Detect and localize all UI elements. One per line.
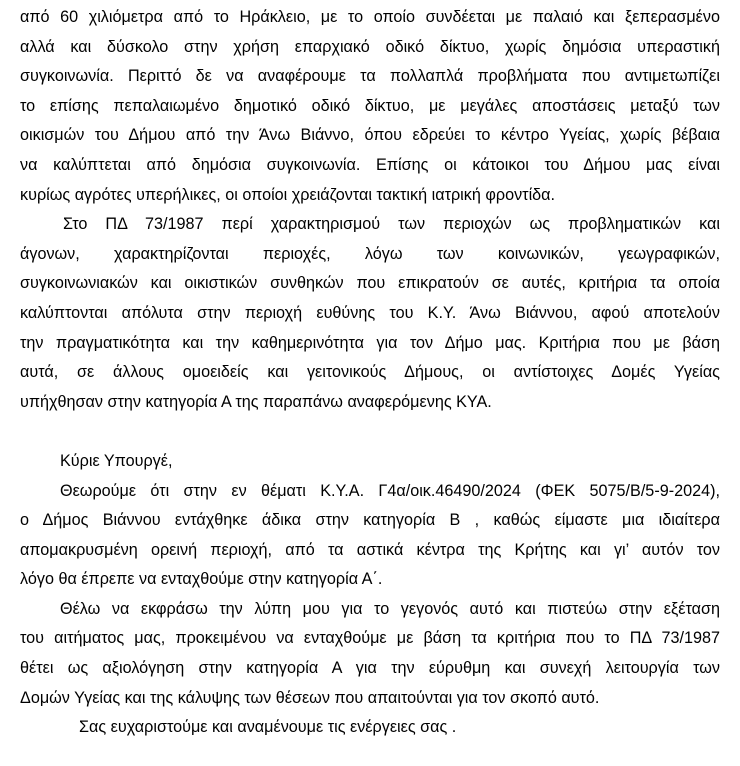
paragraph-line: του αιτήματος μας, προκειμένου να ενταχθούμε με βάση τα κριτήρια που το ΠΔ 73/1987 [20,629,720,648]
paragraph-line: άγονων, χαρακτηρίζονται περιοχές, λόγω των κοινωνικών, γεωγραφικών, [20,244,720,263]
paragraph-line: συγκοινωνία. Περιττό δε να αναφέρουμε τα πολλαπλά προβλήματα που αντιμετωπίζει [20,67,720,86]
paragraph-line: Θεωρούμε ότι στην εν θέματι Κ.Υ.Α. Γ4α/οικ.46490/2024 (ΦΕΚ 5075/Β/5-9-2024), [60,481,720,500]
paragraph-request [20,595,720,713]
paragraph-line: ο Δήμος Βιάννου εντάχθηκε άδικα στην κατηγορία Β , καθώς είμαστε μια ιδιαίτερα [20,511,720,530]
closing-line: Σας ευχαριστούμε και αναμένουμε τις ενέργειες σας . [79,718,457,737]
paragraph-line: να καλύπτεται από δημόσια συγκοινωνία. Επίσης οι κάτοικοι του Δήμου μας είναι [20,155,720,174]
paragraph-line: απομακρυσμένη ορεινή περιοχή, από τα αστικά κέντρα της Κρήτης και γι’ αυτόν τον [20,540,720,559]
salutation-line: Κύριε Υπουργέ, [60,451,173,470]
paragraph-line: το επίσης πεπαλαιωμένο δημοτικό οδικό δίκτυο, με μεγάλες αποστάσεις μεταξύ των [20,96,720,115]
salutation [20,447,720,477]
blank-line [20,417,720,447]
paragraph-line: από 60 χιλιόμετρα από το Ηράκλειο, με το οποίο συνδέεται με παλαιό και ξεπερασμένο [20,8,720,26]
document-page [20,0,720,743]
paragraph-pd-1987 [20,210,720,417]
paragraph-line: αλλά και δύσκολο στην χρήση επαρχιακό οδικό δίκτυο, χωρίς δημόσια υπεραστική [20,37,720,56]
paragraph-line: λόγο θα έπρεπε να ενταχθούμε στην κατηγορία Α΄. [20,570,383,589]
paragraph-kya-category [20,477,720,595]
paragraph-line: Στο ΠΔ 73/1987 περί χαρακτηρισμού των περιοχών ως προβληματικών και [63,215,720,234]
paragraph-line: την πραγματικότητα και την καθημερινότητα για τον Δήμο μας. Κριτήρια που με βάση [20,333,720,352]
paragraph-line: Θέλω να εκφράσω την λύπη μου για το γεγονός αυτό και πιστεύω στην εξέταση [60,599,720,618]
paragraph-line: υπήχθησαν στην κατηγορία Α της παραπάνω αναφερόμενης ΚΥΑ. [20,392,492,411]
paragraph-access-problems [20,3,720,210]
paragraph-line: κυρίως αγρότες υπερήλικες, οι οποίοι χρειάζονται τακτική ιατρική φροντίδα. [20,185,556,204]
paragraph-line: αυτά, σε άλλους ομοειδείς και γειτονικούς Δήμους, οι αντίστοιχες Δομές Υγείας [20,363,720,382]
paragraph-line: καλύπτονται απόλυτα στην περιοχή ευθύνης του Κ.Υ. Άνω Βιάννου, αφού αποτελούν [20,303,720,322]
paragraph-line: θέτει ως αξιολόγηση στην κατηγορία Α για την εύρυθμη και συνεχή λειτουργία των [20,659,720,678]
closing [20,713,720,743]
paragraph-line: συγκοινωνιακών και οικιστικών συνθηκών που επικρατούν σε αυτές, κριτήρια τα οποία [20,274,720,293]
paragraph-line: οικισμών του Δήμου από την Άνω Βιάννο, όπου εδρεύει το κέντρο Υγείας, χωρίς βέβαια [20,126,720,145]
paragraph-line: Δομών Υγείας και της κάλυψης των θέσεων που απαιτούνται για τον σκοπό αυτό. [20,688,600,707]
